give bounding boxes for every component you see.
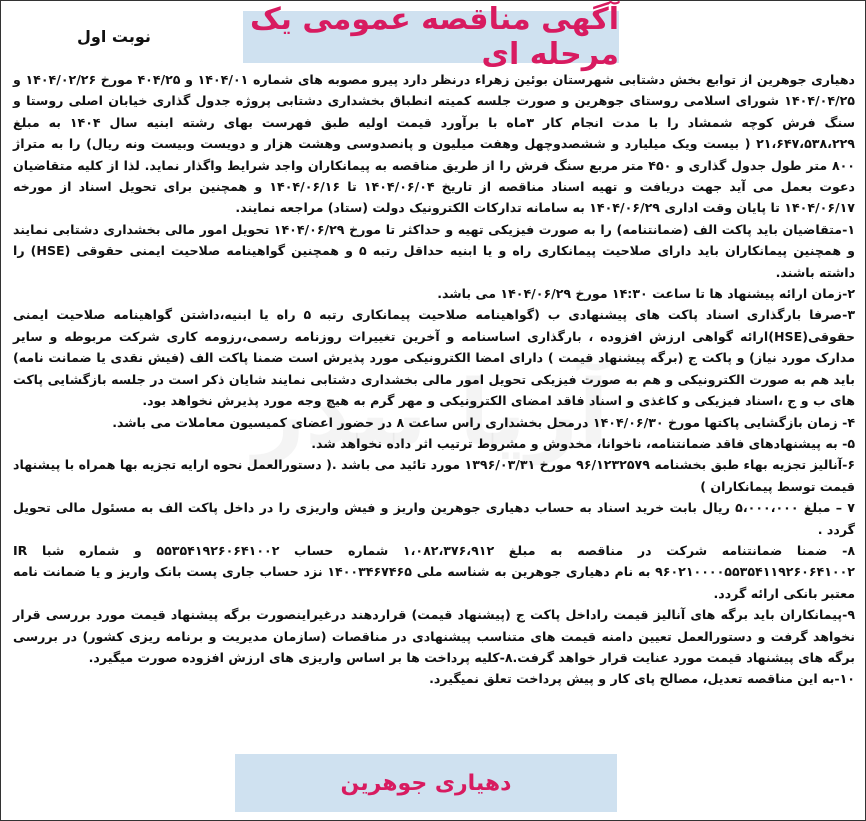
clause-4: ۴- زمان بازگشایی پاکتها مورخ ۱۴۰۴/۰۶/۳۰ درمحل بخشداری راس ساعت ۸ در حضور اعضای کمیسیون معاملات می باشد. — [112, 414, 855, 430]
clause-2: ۲-زمان ارائه پیشنهاد ها تا ساعت ۱۴:۳۰ مورخ ۱۴۰۴/۰۶/۲۹ می باشد. — [437, 286, 855, 302]
turn-label: نوبت اول — [77, 27, 151, 46]
clause-8: ۸- ضمنا ضمانتنامه شرکت در مناقصه به مبلغ ۱،۰۸۲،۳۷۶،۹۱۲ شماره حساب ۵۵۳۵۴۱۹۲۶۰۶۴۱۰۰۲ و شماره شبا IR ۹۶۰۲۱۰۰۰۰۵۵۳۵۴۱۱۹۲۶۰۶۴۱۰۰۲ به نام دهیاری جوهرین به شناسه ملی ۱۴۰۰۳۴۶۷۴۶۵ نزد حساب جاری پست بانک واریز و یا ضمانت نامه معتبر بانکی ارائه گردد. — [13, 542, 855, 601]
notice-body — [13, 69, 855, 690]
page-title: آگهی مناقصه عمومی یک مرحله ای — [249, 2, 619, 72]
clause-5: ۵- به پیشنهادهای فاقد ضمانتنامه، ناخوانا، مخدوش و مشروط ترتیب اثر داده نخواهد شد. — [311, 435, 855, 451]
clause-3: ۳-صرفا بارگذاری اسناد پاکت های پیشنهادی ب (گواهینامه صلاحیت پیمانکاری رتبه ۵ راه یا ابنیه،داشتن گواهینامه صلاحیت ایمنی حقوقی(HSE)ارائه گواهی ارزش افزوده ، بارگذاری اساسنامه و آخرین تغییرات روزنامه رسمی،رزومه کاری شرکت مربوطه و سایر مدارک مورد نیاز) و پاکت ج (برگه پیشنهاد قیمت ) دارای امضا الکترونیکی مورد پذیرش است ضمنا پاکت الف (فیش نقدی یا ضمانت نامه) باید هم به صورت الکترونیکی و هم به صورت فیزیکی تحویل امور مالی بخشداری دشتابی نمایند شایان ذکر است در جلسه بازگشایی پاکت های ب و ج ،اسناد فیزیکی و کاغذی و اسناد فاقد امضای الکترونیکی و مهر گرم به هیچ وجه مورد پذیرش نخواهد بود. — [13, 307, 855, 409]
title-box — [243, 2, 619, 72]
clause-7: ۷ – مبلغ ۵،۰۰۰،۰۰۰ ریال بابت خرید اسناد به حساب دهیاری جوهرین واریز و فیش واریزی را در داخل پاکت الف به مسئول مالی تحویل گردد . — [13, 500, 855, 537]
clause-9: ۹-پیمانکاران باید برگه های آنالیز قیمت راداخل پاکت ج (پیشنهاد قیمت) قراردهند درغیراینصورت برگه پیشنهاد قیمت مورد بررسی قرار نخواهد گرفت و دستورالعمل تعیین دامنه قیمت های متناسب پیشنهادی در مناقصات (سازمان مدیریت و برنامه ریزی کشور) در بررسی برگه های پیشنهاد قیمت مورد عنایت قرار خواهد گرفت.۸-کلیه پرداخت ها بر اساس واریزی های ارزش افزوده صورت میگیرد. — [13, 607, 855, 665]
clause-10: ۱۰-به این مناقصه تعدیل، مصالح پای کار و پیش پرداخت تعلق نمیگیرد. — [429, 671, 855, 687]
signature-box — [235, 754, 617, 812]
clause-6: ۶-آنالیز تجزیه بهاء طبق بخشنامه ۹۶/۱۲۳۲۵۷۹ مورخ ۱۳۹۶/۰۳/۳۱ مورد تائید می باشد .( دستورالعمل نحوه ارایه تجزیه بها همراه با پیشنهاد قیمت توسط پیمانکاران ) — [13, 457, 855, 494]
clause-1: ۱-متقاضیان باید پاکت الف (ضمانتنامه) را به صورت فیزیکی تهیه و حداکثر تا مورخ ۱۴۰۴/۰۶/۲۹ تحویل امور مالی بخشداری دشتابی نمایند و همچنین پیمانکاران باید دارای صلاحیت پیمانکاری راه و یا ابنیه حداقل رتبه ۵ و همچنین گواهینامه صلاحیت ایمنی حقوقی (HSE) را داشته باشند. — [13, 221, 855, 280]
intro-paragraph: دهیاری جوهرین از توابع بخش دشتابی شهرستان بوئین زهراء درنظر دارد پیرو مصوبه های شماره ۱۴۰۴/۰۱ و ۴۰۴/۲۵ مورخ ۱۴۰۴/۰۲/۲۶ و ۱۴۰۴/۰۴/۲۵ شورای اسلامی روستای جوهرین و صورت جلسه کمیته انطباق بخشداری دشتابی پروژه جدول گذاری خیابان اصلی روستا و سنگ فرش کوچه شمشاد را با مدت انجام کار ۳ماه با برآورد قیمت اولیه طبق فهرست بهای رشته ابنیه سال ۱۴۰۴ به مبلغ ۲۱،۶۴۷،۵۳۸،۲۲۹ ( بیست ویک میلیارد و ششصدوچهل وهفت میلیون و پانصدوسی وهشت هزار و دویست وبیست ونه ریال) را به متراژ ۸۰۰ متر طول جدول گذاری و ۴۵۰ متر مربع سنگ فرش را از طریق مناقصه به پیمانکاران واجد شرایط واگذار نماید. لذا از کلیه متقاضیان دعوت بعمل می آید جهت دریافت و تهیه اسناد مناقصه از تاریخ ۱۴۰۴/۰۶/۰۴ تا ۱۴۰۴/۰۶/۱۶ و همچنین برای تحویل اسناد از مورخه ۱۴۰۴/۰۶/۱۷ تا پایان وقت اداری ۱۴۰۴/۰۶/۲۹ به سامانه تدارکات الکترونیک دولت (ستاد) مراجعه نمایند. — [13, 72, 856, 216]
signature-label: دهیاری جوهرین — [340, 770, 512, 796]
